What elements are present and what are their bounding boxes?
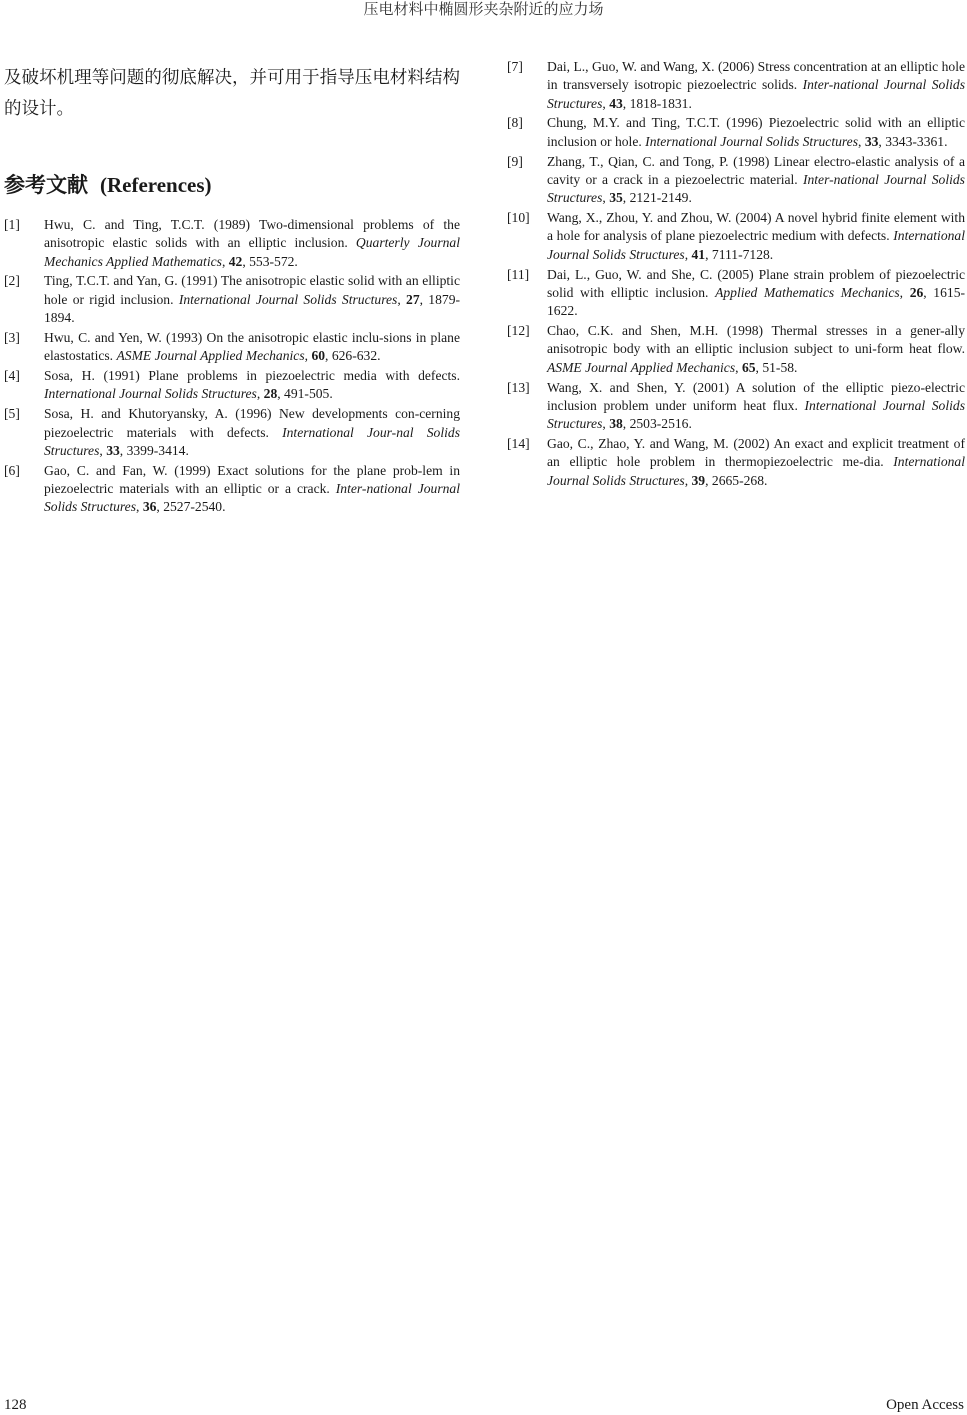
reference-volume: 65	[741, 359, 756, 375]
reference-item: [7] Dai, L., Guo, W. and Wang, X. (2006) Stress concentration at an elliptic hole in transversely isotropic piezoelectric solids. Inter-national Journal Solids Structures, 43, 1818-1831.	[507, 59, 965, 111]
reference-pages: 553-572.	[249, 253, 298, 269]
references-heading-zh: 参考文献	[4, 173, 88, 197]
reference-authors: Hwu, C. and Ting, T.C.T. (1989) Two-dimensional problems of the anisotropic elastic solids with an elliptic inclusion.	[44, 217, 460, 251]
reference-journal: International Journal Solids Structures	[645, 133, 859, 149]
reference-journal: Inter-national Journal Solids Structures	[547, 171, 965, 206]
reference-item: [12] Chao, C.K. and Shen, M.H. (1998) Thermal stresses in a gener-ally anisotropic body with an elliptic inclusion subject to uni-form heat flow. ASME Journal Applied Mechanics, 65, 51-58.	[507, 323, 965, 375]
reference-volume: 27	[406, 291, 420, 307]
reference-journal: International Journal Solids Structures	[44, 386, 257, 402]
reference-volume: 36	[142, 499, 157, 515]
reference-number: [14]	[507, 436, 530, 452]
reference-number: [6]	[4, 462, 20, 478]
reference-pages: 2665-268.	[711, 472, 768, 488]
reference-number: [2]	[4, 273, 20, 289]
reference-volume: 42	[228, 253, 243, 269]
reference-volume: 35	[609, 190, 623, 206]
reference-item: [13] Wang, X. and Shen, Y. (2001) A solution of the elliptic piezo-electric inclusion problem under uniform heat flux. International Journal Solids Structures, 38, 2503-2516.	[507, 379, 965, 432]
reference-journal: Applied Mathematics Mechanics	[715, 284, 900, 300]
reference-number: [9]	[507, 153, 523, 169]
reference-item: [1] Hwu, C. and Ting, T.C.T. (1989) Two-dimensional problems of the anisotropic elastic solids with an elliptic inclusion. Quarterly Journal Mechanics Applied Mathematics, 42, 553-572.	[4, 217, 460, 269]
reference-number: [3]	[4, 329, 20, 345]
reference-item: [3] Hwu, C. and Yen, W. (1993) On the anisotropic elastic inclu-sions in plane elastostatics. ASME Journal Applied Mechanics, 60, 626-632.	[4, 329, 460, 364]
reference-authors: Wang, X., Zhou, Y. and Zhou, W. (2004) A novel hybrid finite element with a hole for analysis of plane piezoelectric medium with defects.	[547, 210, 965, 244]
reference-authors: Sosa, H. (1991) Plane problems in piezoelectric media with defects.	[44, 368, 460, 384]
publisher-label: Open Access	[886, 1397, 964, 1413]
reference-pages: 2121-2149.	[629, 190, 692, 206]
reference-volume: 43	[609, 95, 623, 111]
references-list-right	[507, 58, 965, 492]
reference-authors: Gao, C. and Fan, W. (1999) Exact solutions for the plane prob-lem in piezoelectric materials with an elliptic or a crack.	[44, 462, 460, 497]
intro-paragraph: 及破坏机理等问题的彻底解决，并可用于指导压电材料结构的设计。	[4, 67, 460, 118]
reference-pages: 3343-3361.	[885, 133, 948, 149]
reference-item: [8] Chung, M.Y. and Ting, T.C.T. (1996) Piezoelectric solid with an elliptic inclusion or hole. International Journal Solids Structures, 33, 3343-3361.	[507, 115, 965, 149]
reference-pages: 7111-7128.	[711, 246, 774, 262]
reference-item: [10] Wang, X., Zhou, Y. and Zhou, W. (2004) A novel hybrid finite element with a hole for analysis of plane piezoelectric medium with defects. International Journal Solids Structures, 41, 7111-7128.	[507, 210, 965, 262]
reference-journal: Quarterly Journal Mechanics Applied Mathematics	[44, 235, 460, 269]
reference-number: [4]	[4, 368, 20, 384]
reference-number: [11]	[507, 266, 530, 282]
reference-pages: 1615-1622.	[547, 284, 966, 319]
reference-journal: ASME Journal Applied Mechanics	[547, 359, 736, 375]
reference-volume: 41	[691, 246, 706, 262]
reference-journal: International Journal Solids Structures	[547, 397, 965, 432]
reference-journal: ASME Journal Applied Mechanics	[116, 348, 305, 364]
reference-number: [12]	[507, 323, 530, 339]
reference-item: [2] Ting, T.C.T. and Yan, G. (1991) The anisotropic elastic solid with an elliptic hole or rigid inclusion. International Journal Solids Structures, 27, 1879-1894.	[4, 273, 461, 326]
reference-pages: 2503-2516.	[629, 416, 692, 432]
reference-authors: Sosa, H. and Khutoryansky, A. (1996) New developments con-cerning piezoelectric materials with defects.	[44, 406, 460, 440]
reference-journal: International Jour-nal Solids Structures	[44, 424, 460, 458]
reference-pages: 1818-1831.	[629, 95, 692, 111]
reference-authors: Ting, T.C.T. and Yan, G. (1991) The anisotropic elastic solid with an elliptic hole or rigid inclusion.	[44, 273, 460, 307]
reference-authors: Wang, X. and Shen, Y. (2001) A solution of the elliptic piezo-electric inclusion problem under uniform heat flux.	[547, 379, 965, 413]
reference-volume: 26	[909, 284, 924, 300]
reference-pages: 51-58.	[762, 359, 798, 375]
reference-authors: Chung, M.Y. and Ting, T.C.T. (1996) Piezoelectric solid with an elliptic inclusion or hole.	[547, 115, 965, 149]
reference-number: [13]	[507, 379, 530, 395]
reference-number: [8]	[507, 115, 523, 131]
reference-item: [11] Dai, L., Guo, W. and She, C. (2005) Plane strain problem of piezoelectric solid with elliptic inclusion. Applied Mathematics Mechanics, 26, 1615-1622.	[507, 266, 966, 319]
reference-number: [10]	[507, 210, 530, 226]
reference-authors: Dai, L., Guo, W. and Wang, X. (2006) Stress concentration at an elliptic hole in transversely isotropic piezoelectric solids.	[547, 59, 965, 93]
page-number: 128	[4, 1397, 27, 1413]
reference-volume: 28	[263, 386, 278, 402]
reference-journal: Inter-national Journal Solids Structures	[547, 77, 965, 111]
reference-authors: Hwu, C. and Yen, W. (1993) On the anisotropic elastic inclu-sions in plane elastostatics.	[44, 329, 460, 364]
reference-item: [14] Gao, C., Zhao, Y. and Wang, M. (2002) An exact and explicit treatment of an elliptic hole problem in thermopiezoelectric me-dia. International Journal Solids Structures, 39, 2665-268.	[507, 436, 965, 488]
reference-authors: Dai, L., Guo, W. and She, C. (2005) Plane strain problem of piezoelectric solid with elliptic inclusion.	[547, 266, 965, 300]
reference-authors: Gao, C., Zhao, Y. and Wang, M. (2002) An exact and explicit treatment of an elliptic hole problem in thermopiezoelectric me-dia.	[547, 436, 965, 470]
reference-authors: Chao, C.K. and Shen, M.H. (1998) Thermal stresses in a gener-ally anisotropic body with an elliptic inclusion subject to uni-form heat flow.	[547, 323, 965, 357]
reference-item: [6] Gao, C. and Fan, W. (1999) Exact solutions for the plane prob-lem in piezoelectric materials with an elliptic or a crack. Inter-national Journal Solids Structures, 36, 2527-2540.	[4, 462, 460, 515]
reference-number: [1]	[4, 217, 20, 232]
reference-pages: 491-505.	[284, 386, 333, 402]
reference-number: [5]	[4, 406, 20, 422]
reference-item: [5] Sosa, H. and Khutoryansky, A. (1996) New developments con-cerning piezoelectric materials with defects. International Jour-nal Solids Structures, 33, 3399-3414.	[4, 406, 460, 458]
reference-authors: Zhang, T., Qian, C. and Tong, P. (1998) Linear electro-elastic analysis of a cavity or a crack in a piezoelectric material.	[547, 153, 965, 187]
reference-journal: International Journal Solids Structures	[547, 228, 965, 262]
reference-journal: Inter-national Journal Solids Structures	[44, 481, 460, 515]
reference-pages: 3399-3414.	[126, 442, 189, 458]
reference-pages: 2527-2540.	[163, 499, 226, 515]
reference-pages: 1879-1894.	[44, 291, 461, 326]
reference-number: [7]	[507, 59, 523, 74]
references-heading	[4, 170, 460, 200]
reference-pages: 626-632.	[331, 348, 381, 364]
reference-volume: 33	[106, 442, 120, 458]
reference-journal: International Journal Solids Structures	[178, 291, 398, 307]
reference-volume: 39	[691, 472, 706, 488]
reference-volume: 33	[864, 133, 879, 149]
reference-item: [9] Zhang, T., Qian, C. and Tong, P. (1998) Linear electro-elastic analysis of a cavity or a crack in a piezoelectric material. Inter-national Journal Solids Structures, 35, 2121-2149.	[507, 153, 965, 206]
running-head: 压电材料中椭圆形夹杂附近的应力场	[363, 2, 604, 18]
references-heading-en: (References)	[100, 173, 212, 197]
references-list-left	[4, 216, 460, 518]
reference-volume: 38	[609, 416, 623, 432]
reference-item: [4] Sosa, H. (1991) Plane problems in piezoelectric media with defects. International Journal Solids Structures, 28, 491-505.	[4, 368, 460, 402]
reference-journal: International Journal Solids Structures	[547, 454, 965, 488]
reference-volume: 60	[311, 348, 326, 364]
